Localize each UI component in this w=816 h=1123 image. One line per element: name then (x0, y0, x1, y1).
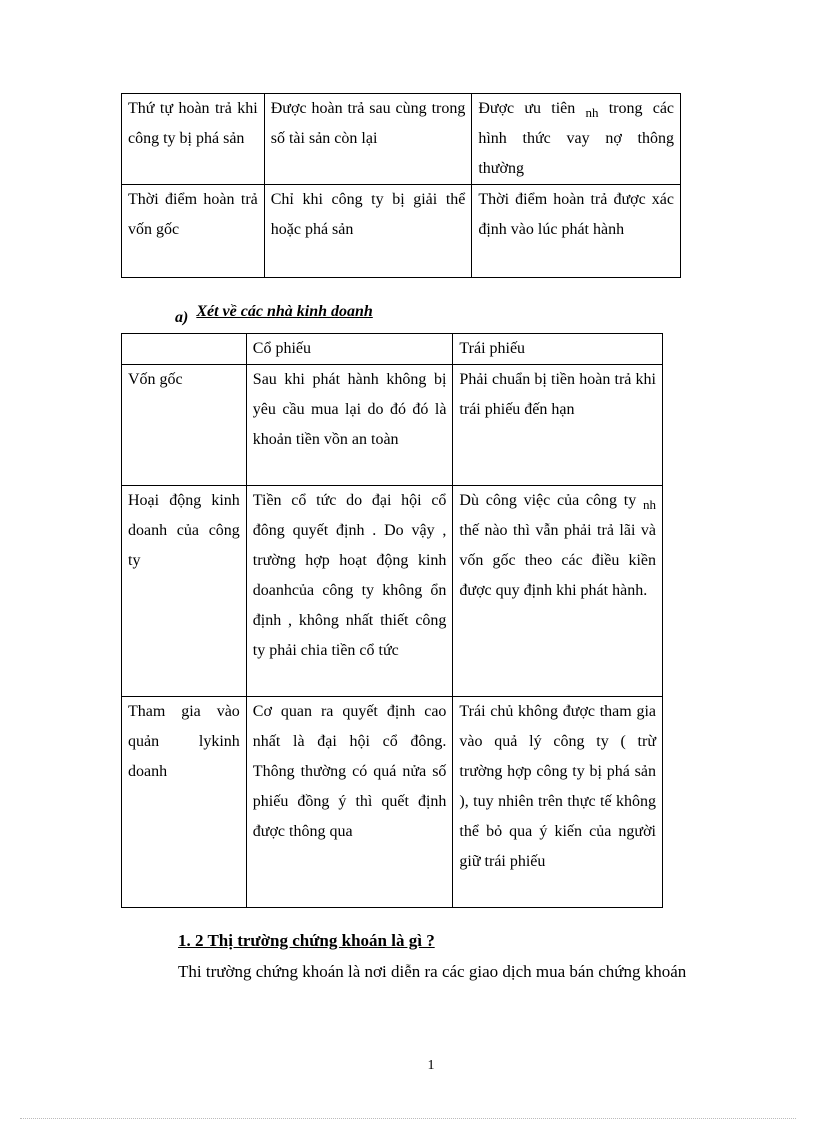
section-label: a) (175, 309, 189, 326)
table-row (122, 185, 681, 278)
comparison-table-top (121, 93, 681, 278)
table-cell: Chỉ khi công ty bị giải thể hoặc phá sản (264, 185, 472, 278)
table-cell: Trái chủ không được tham gia vào quả lý công ty ( trừ trường hợp công ty bị phá sản ), tuy nhiên trên thực tế không thể bỏ qua ý kiến của người giữ trái phiếu (453, 697, 663, 908)
cell-text: thế nào thì vẫn phải trả lãi và vốn gốc theo các điều kiền được quy định khi phát hành. (459, 522, 656, 599)
table-row (122, 486, 663, 697)
table-row (122, 697, 663, 908)
comparison-table-investors (121, 333, 663, 908)
table-cell: Phải chuẩn bị tiền hoàn trả khi trái phiếu đến hạn (453, 365, 663, 486)
table-cell: Thời điểm hoàn trả vốn gốc (122, 185, 265, 278)
table-cell: Cơ quan ra quyết định cao nhất là đại hội cổ đông. Thông thường có quá nửa số phiếu đồng ý thì quết định được thông qua (246, 697, 453, 908)
table-cell: Thứ tự hoàn trả khi công ty bị phá sản (122, 94, 265, 185)
table-row (122, 365, 663, 486)
cell-subscript: nh (643, 497, 657, 512)
table-cell: Hoại động kinh doanh của công ty (122, 486, 247, 697)
table-cell: Sau khi phát hành không bị yêu cầu mua lại do đó đó là khoản tiền vồn an toàn (246, 365, 453, 486)
table-cell: Tiền cổ tức do đại hội cổ đông quyết định . Do vậy , trường hợp hoạt động kinh doanhcủa công ty không ổn định , không nhất thiết công ty phải chia tiền cổ tức (246, 486, 453, 697)
page-number: 1 (427, 1058, 435, 1073)
table-cell: Được hoàn trả sau cùng trong số tài sản còn lại (264, 94, 472, 185)
cell-text: trong các hình thức vay nợ thông thường (478, 100, 675, 177)
section-a-heading (175, 303, 373, 326)
column-header: Trái phiếu (453, 334, 663, 365)
table-cell (472, 94, 681, 185)
table-cell: Thời điểm hoàn trả được xác định vào lúc phát hành (472, 185, 681, 278)
cell-subscript: nh (585, 105, 599, 120)
table-cell (453, 486, 663, 697)
page-bottom-divider (20, 1118, 796, 1119)
table-row (122, 94, 681, 185)
cell-text: Dù công việc của công ty (459, 492, 637, 509)
body-paragraph: Thi trường chứng khoán là nơi diễn ra các giao dịch mua bán chứng khoán (178, 962, 687, 981)
section-1-2-heading: 1. 2 Thị trường chứng khoán là gì ? (178, 931, 435, 950)
section-title: Xét về các nhà kinh doanh (196, 303, 373, 320)
column-header: Cổ phiếu (246, 334, 453, 365)
table-cell: Vốn gốc (122, 365, 247, 486)
column-header (122, 334, 247, 365)
cell-text: Được ưu tiên (478, 100, 576, 117)
table-header-row (122, 334, 663, 365)
table-cell: Tham gia vào quản lykinh doanh (122, 697, 247, 908)
